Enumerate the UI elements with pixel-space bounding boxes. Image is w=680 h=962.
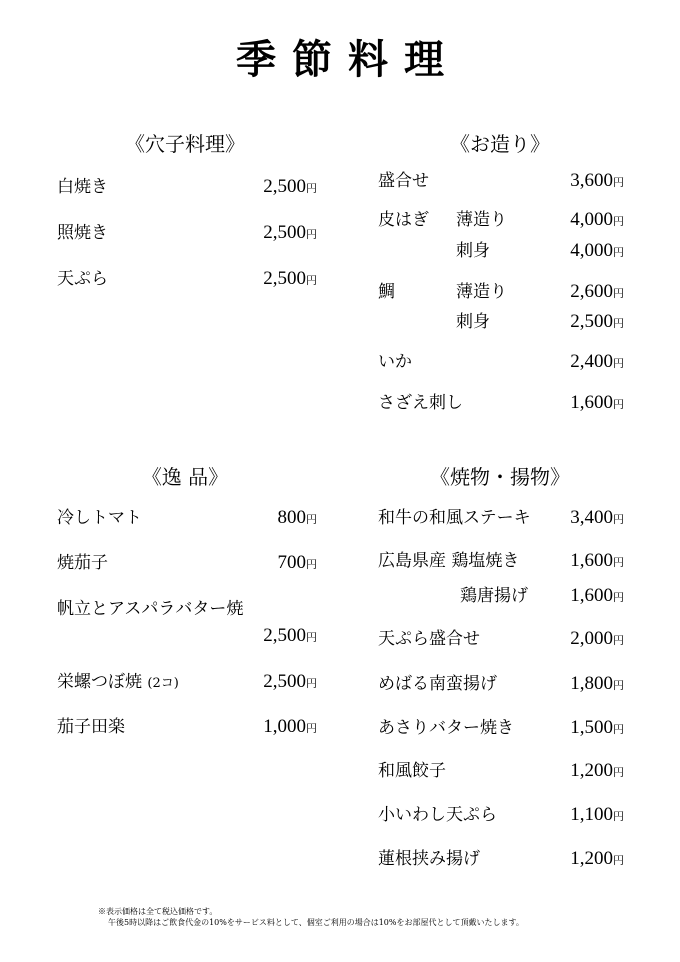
item-sub: 刺身 <box>456 312 490 332</box>
item-name: めばる南蛮揚げ <box>378 674 497 694</box>
item-price: 2,500円 <box>263 222 317 243</box>
item-price: 2,600円 <box>570 281 624 302</box>
item-price: 2,500円 <box>263 671 317 692</box>
item-price: 2,500円 <box>263 625 317 646</box>
item-price: 2,500円 <box>263 268 317 289</box>
item-price: 1,600円 <box>570 392 624 413</box>
item-price: 3,400円 <box>570 507 624 528</box>
item-sub: 薄造り <box>456 210 507 230</box>
item-sub: 薄造り <box>456 282 507 302</box>
item-price: 2,400円 <box>570 351 624 372</box>
item-name: いか <box>378 352 412 372</box>
menu-title: 季節料理 <box>236 36 460 83</box>
item-sub: 刺身 <box>456 241 490 261</box>
item-price: 1,600円 <box>570 585 624 606</box>
item-price: 1,000円 <box>263 716 317 737</box>
item-price: 1,500円 <box>570 717 624 738</box>
section-title-anago: 《穴子料理》 <box>125 132 245 156</box>
item-name: 天ぷら <box>57 269 108 289</box>
item-name: 照焼き <box>57 223 108 243</box>
footer-note-tax: ※表示価格は全て税込価格です。 <box>98 907 218 916</box>
section-title-ippin: 《逸 品》 <box>141 465 229 489</box>
item-price: 2,500円 <box>263 176 317 197</box>
item-note: (2コ) <box>147 676 179 691</box>
item-price: 1,800円 <box>570 673 624 694</box>
item-price: 1,200円 <box>570 760 624 781</box>
menu-item <box>57 598 317 648</box>
item-name: 栄螺つぼ焼 (2コ) <box>57 672 179 692</box>
item-price: 1,600円 <box>570 550 624 571</box>
item-name: 冷しトマト <box>57 508 142 528</box>
item-price: 800円 <box>277 507 317 528</box>
item-name: 盛合せ <box>378 171 429 191</box>
item-name: 天ぷら盛合せ <box>378 629 480 649</box>
item-name: 小いわし天ぷら <box>378 805 497 825</box>
item-price: 3,600円 <box>570 170 624 191</box>
item-name: 焼茄子 <box>57 553 108 573</box>
item-price: 1,200円 <box>570 848 624 869</box>
item-name: 和牛の和風ステーキ <box>378 508 531 528</box>
item-price: 2,500円 <box>570 311 624 332</box>
section-title-otsukuri: 《お造り》 <box>450 132 550 156</box>
item-name: 蓮根挟み揚げ <box>378 849 480 869</box>
footer-note-service: 午後5時以降はご飲食代金の10%をサービス料として、個室ご利用の場合は10%をお部屋代として頂戴いたします。 <box>108 918 524 927</box>
section-title-yakimono: 《焼物・揚物》 <box>430 465 570 489</box>
item-name: あさりバター焼き <box>378 718 514 738</box>
item-name: 鯛 <box>378 282 395 302</box>
item-name: 茄子田楽 <box>57 717 125 737</box>
item-price: 700円 <box>277 552 317 573</box>
item-price: 1,100円 <box>570 804 624 825</box>
item-name: 皮はぎ <box>378 210 429 230</box>
item-price: 4,000円 <box>570 209 624 230</box>
item-name: 鶏唐揚げ <box>460 586 528 606</box>
item-price: 2,000円 <box>570 628 624 649</box>
item-name: 広島県産 鶏塩焼き <box>378 551 520 571</box>
item-name: 帆立とアスパラバター焼 <box>57 599 244 619</box>
item-name: 白焼き <box>57 177 108 197</box>
item-name: 和風餃子 <box>378 761 446 781</box>
item-name: さざえ刺し <box>378 393 463 413</box>
item-price: 4,000円 <box>570 240 624 261</box>
